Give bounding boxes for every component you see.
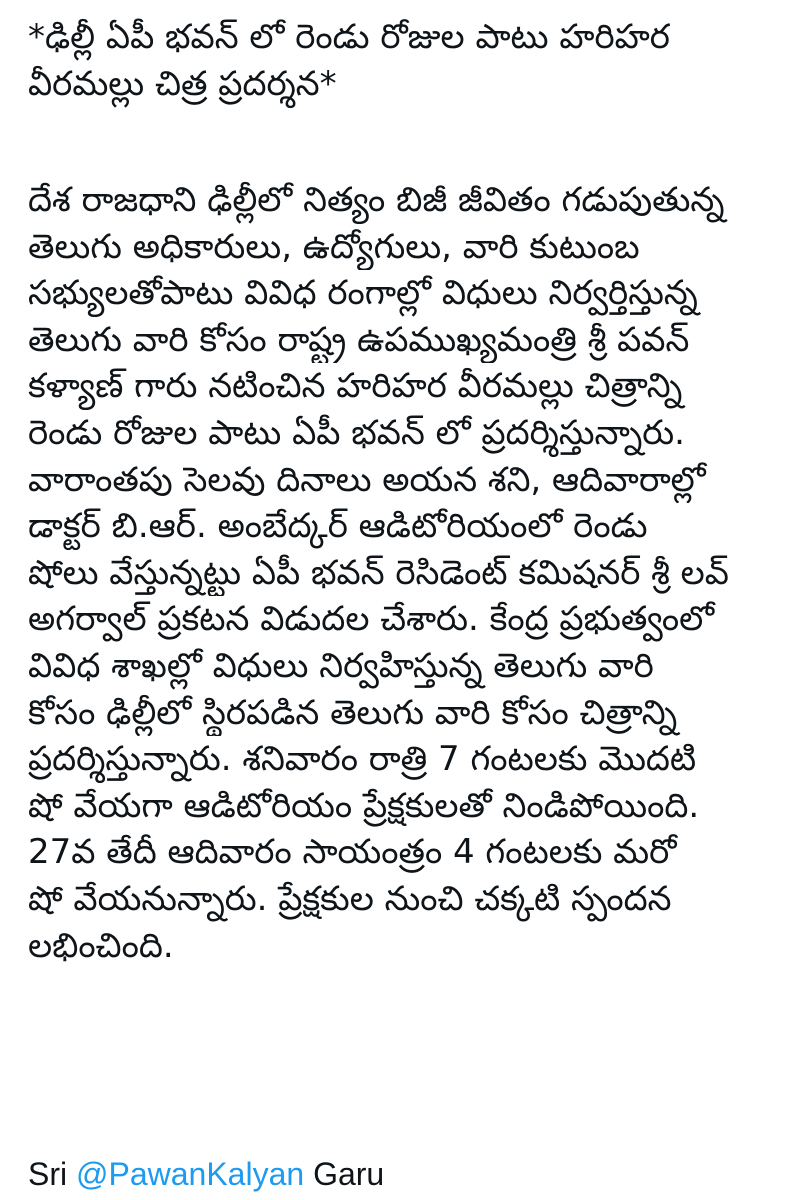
- body-line: సభ్యులతోపాటు వివిధ రంగాల్లో విధులు నిర్వర్తిస్తున్న: [28, 273, 698, 314]
- body-line: 27వ తేదీ ఆదివారం సాయంత్రం 4 గంటలకు మరో: [28, 832, 677, 873]
- body-line: తెలుగు అధికారులు, ఉద్యోగులు, వారి కుటుంబ: [28, 226, 640, 267]
- body-line: తెలుగు వారి కోసం రాష్ట్ర ఉపముఖ్యమంత్రి శ్రీ పవన్: [28, 319, 690, 360]
- body-line: అగర్వాల్ ప్రకటన విడుదల చేశారు. కేంద్ర ప్రభుత్వంలో: [28, 599, 715, 640]
- body-line: దేశ రాజధాని ఢిల్లీలో నిత్యం బిజీ జీవితం గడుపుతున్న: [28, 180, 725, 220]
- body-line: వారాంతపు సెలవు దినాలు అయన శని, ఆదివారాల్లో: [28, 459, 706, 500]
- body-line: షో వేయనున్నారు. ప్రేక్షకుల నుంచి చక్కటి స్పందన: [28, 878, 672, 919]
- body-line: షోలు వేస్తున్నట్టు ఏపీ భవన్ రెసిడెంట్ కమిషనర్ శ్రీ లవ్: [28, 552, 729, 593]
- headline-line: వీరమల్లు చిత్ర ప్రదర్శన*: [28, 64, 337, 104]
- signature-suffix: Garu: [313, 1156, 385, 1192]
- body-line: కళ్యాణ్ గారు నటించిన హరిహర వీరమల్లు చిత్రాన్ని: [28, 366, 683, 407]
- body-line: వివిధ శాఖల్లో విధులు నిర్వహిస్తున్న తెలుగు వారి: [28, 645, 654, 686]
- headline-line: *ఢిల్లీ ఏపీ భవన్ లో రెండు రోజుల పాటు హరిహర: [28, 17, 670, 57]
- signature-prefix: Sri: [28, 1156, 68, 1192]
- body-line: కోసం ఢిల్లీలో స్థిరపడిన తెలుగు వారి కోసం చిత్రాన్ని: [28, 692, 678, 733]
- body-line: రెండు రోజుల పాటు ఏపీ భవన్ లో ప్రదర్శిస్తున్నారు.: [28, 412, 685, 453]
- post-headline: [28, 14, 784, 108]
- body-line: ప్రదర్శిస్తున్నారు. శనివారం రాత్రి 7 గంటలకు మొదటి: [28, 739, 697, 780]
- mention-link[interactable]: @PawanKalyan: [76, 1156, 305, 1192]
- signature-line: [28, 1152, 384, 1196]
- body-line: షో వేయగా ఆడిటోరియం ప్రేక్షకులతో నిండిపోయింది.: [28, 785, 700, 826]
- body-line: డాక్టర్ బి.ఆర్. అంబేద్కర్ ఆడిటోరియంలో రెండు: [28, 506, 648, 547]
- post-body: [28, 177, 784, 969]
- body-line: లభించింది.: [28, 925, 174, 966]
